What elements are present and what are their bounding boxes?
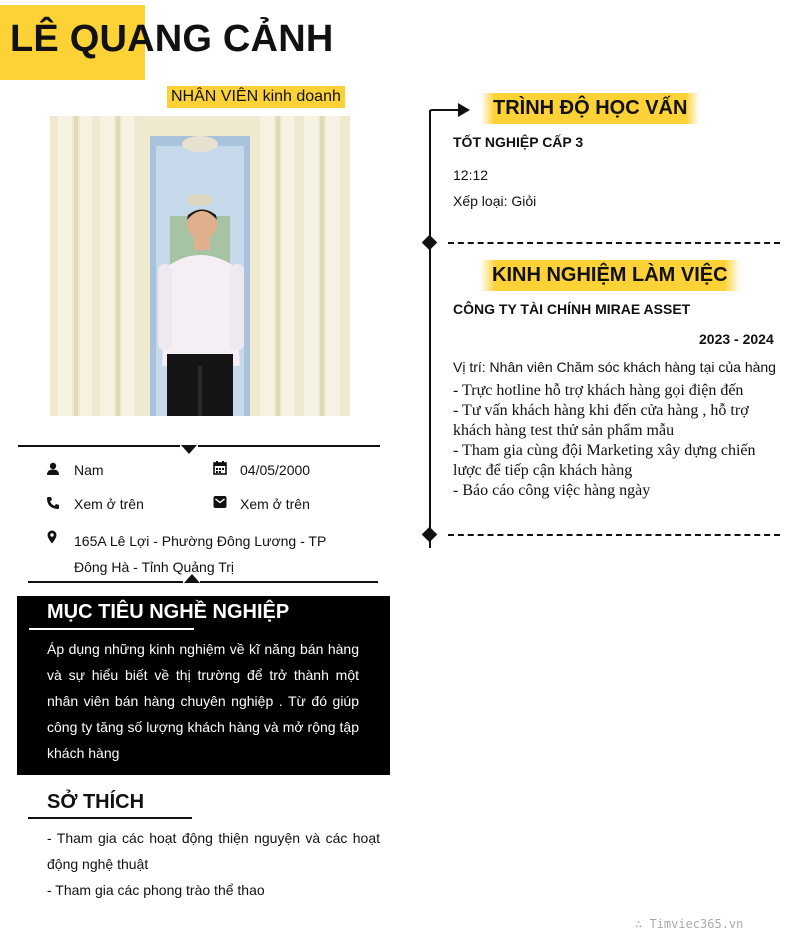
experience-period: 2023 - 2024 (699, 331, 774, 347)
contact-divider-arrow-up (184, 574, 200, 583)
education-period: 12:12 (453, 167, 489, 183)
career-objective-text: Áp dụng những kinh nghiệm về kĩ năng bán hàng và sự hiểu biết về thị trường để trở thành một nhân viên bán hàng chuyên nghiệp . Từ đó giúp công ty tăng số lượng khách hàng và mở rộng tập khách hàng (47, 641, 359, 761)
experience-company: CÔNG TY TÀI CHÍNH MIRAE ASSET (453, 301, 691, 317)
career-objective-title: MỤC TIÊU NGHỀ NGHIỆP (47, 601, 290, 623)
profile-photo-illustration (50, 116, 350, 416)
timeline-arrow-icon (426, 100, 472, 120)
hobby-item: - Tham gia các phong trào thể thao (47, 882, 265, 898)
birthday-value: 04/05/2000 (240, 462, 311, 478)
phone-icon (46, 496, 60, 510)
experience-title: KINH NGHIỆM LÀM VIỆC (480, 260, 740, 291)
experience-duties (453, 381, 781, 501)
education-school: TỐT NGHIỆP CẤP 3 (453, 134, 584, 150)
profile-photo (50, 116, 350, 416)
education-title: TRÌNH ĐỘ HỌC VẤN (481, 93, 699, 124)
hobbies-title: SỞ THÍCH (47, 791, 145, 813)
contact-divider-bottom-left (28, 581, 183, 583)
candidate-name: LÊ QUANG CẢNH (10, 18, 334, 60)
timeline-line (429, 110, 431, 548)
job-position: NHÂN VIÊN kinh doanh (167, 86, 345, 108)
email-value: Xem ở trên (240, 496, 310, 512)
contact-divider-bottom-right (200, 581, 378, 583)
duty-item: - Tham gia cùng đội Marketing xây dựng chiến lược để tiếp cận khách hàng (453, 442, 756, 479)
calendar-icon (213, 461, 227, 475)
user-icon (46, 462, 60, 476)
timeline-diamond (422, 235, 438, 251)
timeline-diamond (422, 527, 438, 543)
address-value: 165A Lê Lợi - Phường Đông Lương - TP Đông Hà - Tỉnh Quảng Trị (74, 533, 327, 575)
phone-value: Xem ở trên (74, 496, 144, 512)
duty-item: - Trực hotline hỗ trợ khách hàng gọi điện đến (453, 382, 744, 399)
contact-divider-top-right (198, 445, 380, 447)
hobby-item: - Tham gia các hoạt động thiện nguyện và các hoạt động nghệ thuật (47, 830, 380, 872)
gender-value: Nam (74, 462, 104, 478)
education-dashed-divider (448, 242, 780, 244)
contact-divider-top-left (18, 445, 180, 447)
experience-dashed-divider (448, 534, 780, 536)
career-objective-underline (29, 628, 194, 630)
career-objective-section (17, 596, 390, 775)
contact-divider-arrow-down (181, 445, 197, 454)
education-grade: Xếp loại: Giỏi (453, 193, 537, 209)
envelope-icon (213, 495, 227, 509)
watermark: ∴ Timviec365.vn (635, 917, 744, 931)
location-pin-icon (45, 530, 59, 544)
hobbies-underline (28, 817, 192, 819)
hobbies-list (47, 825, 380, 903)
duty-item: - Báo cáo công việc hàng ngày (453, 482, 651, 499)
experience-role: Vị trí: Nhân viên Chăm sóc khách hàng tại của hàng (453, 359, 776, 375)
duty-item: - Tư vấn khách hàng khi đến cửa hàng , hỗ trợ khách hàng test thử sản phẩm mẫu (453, 402, 749, 439)
